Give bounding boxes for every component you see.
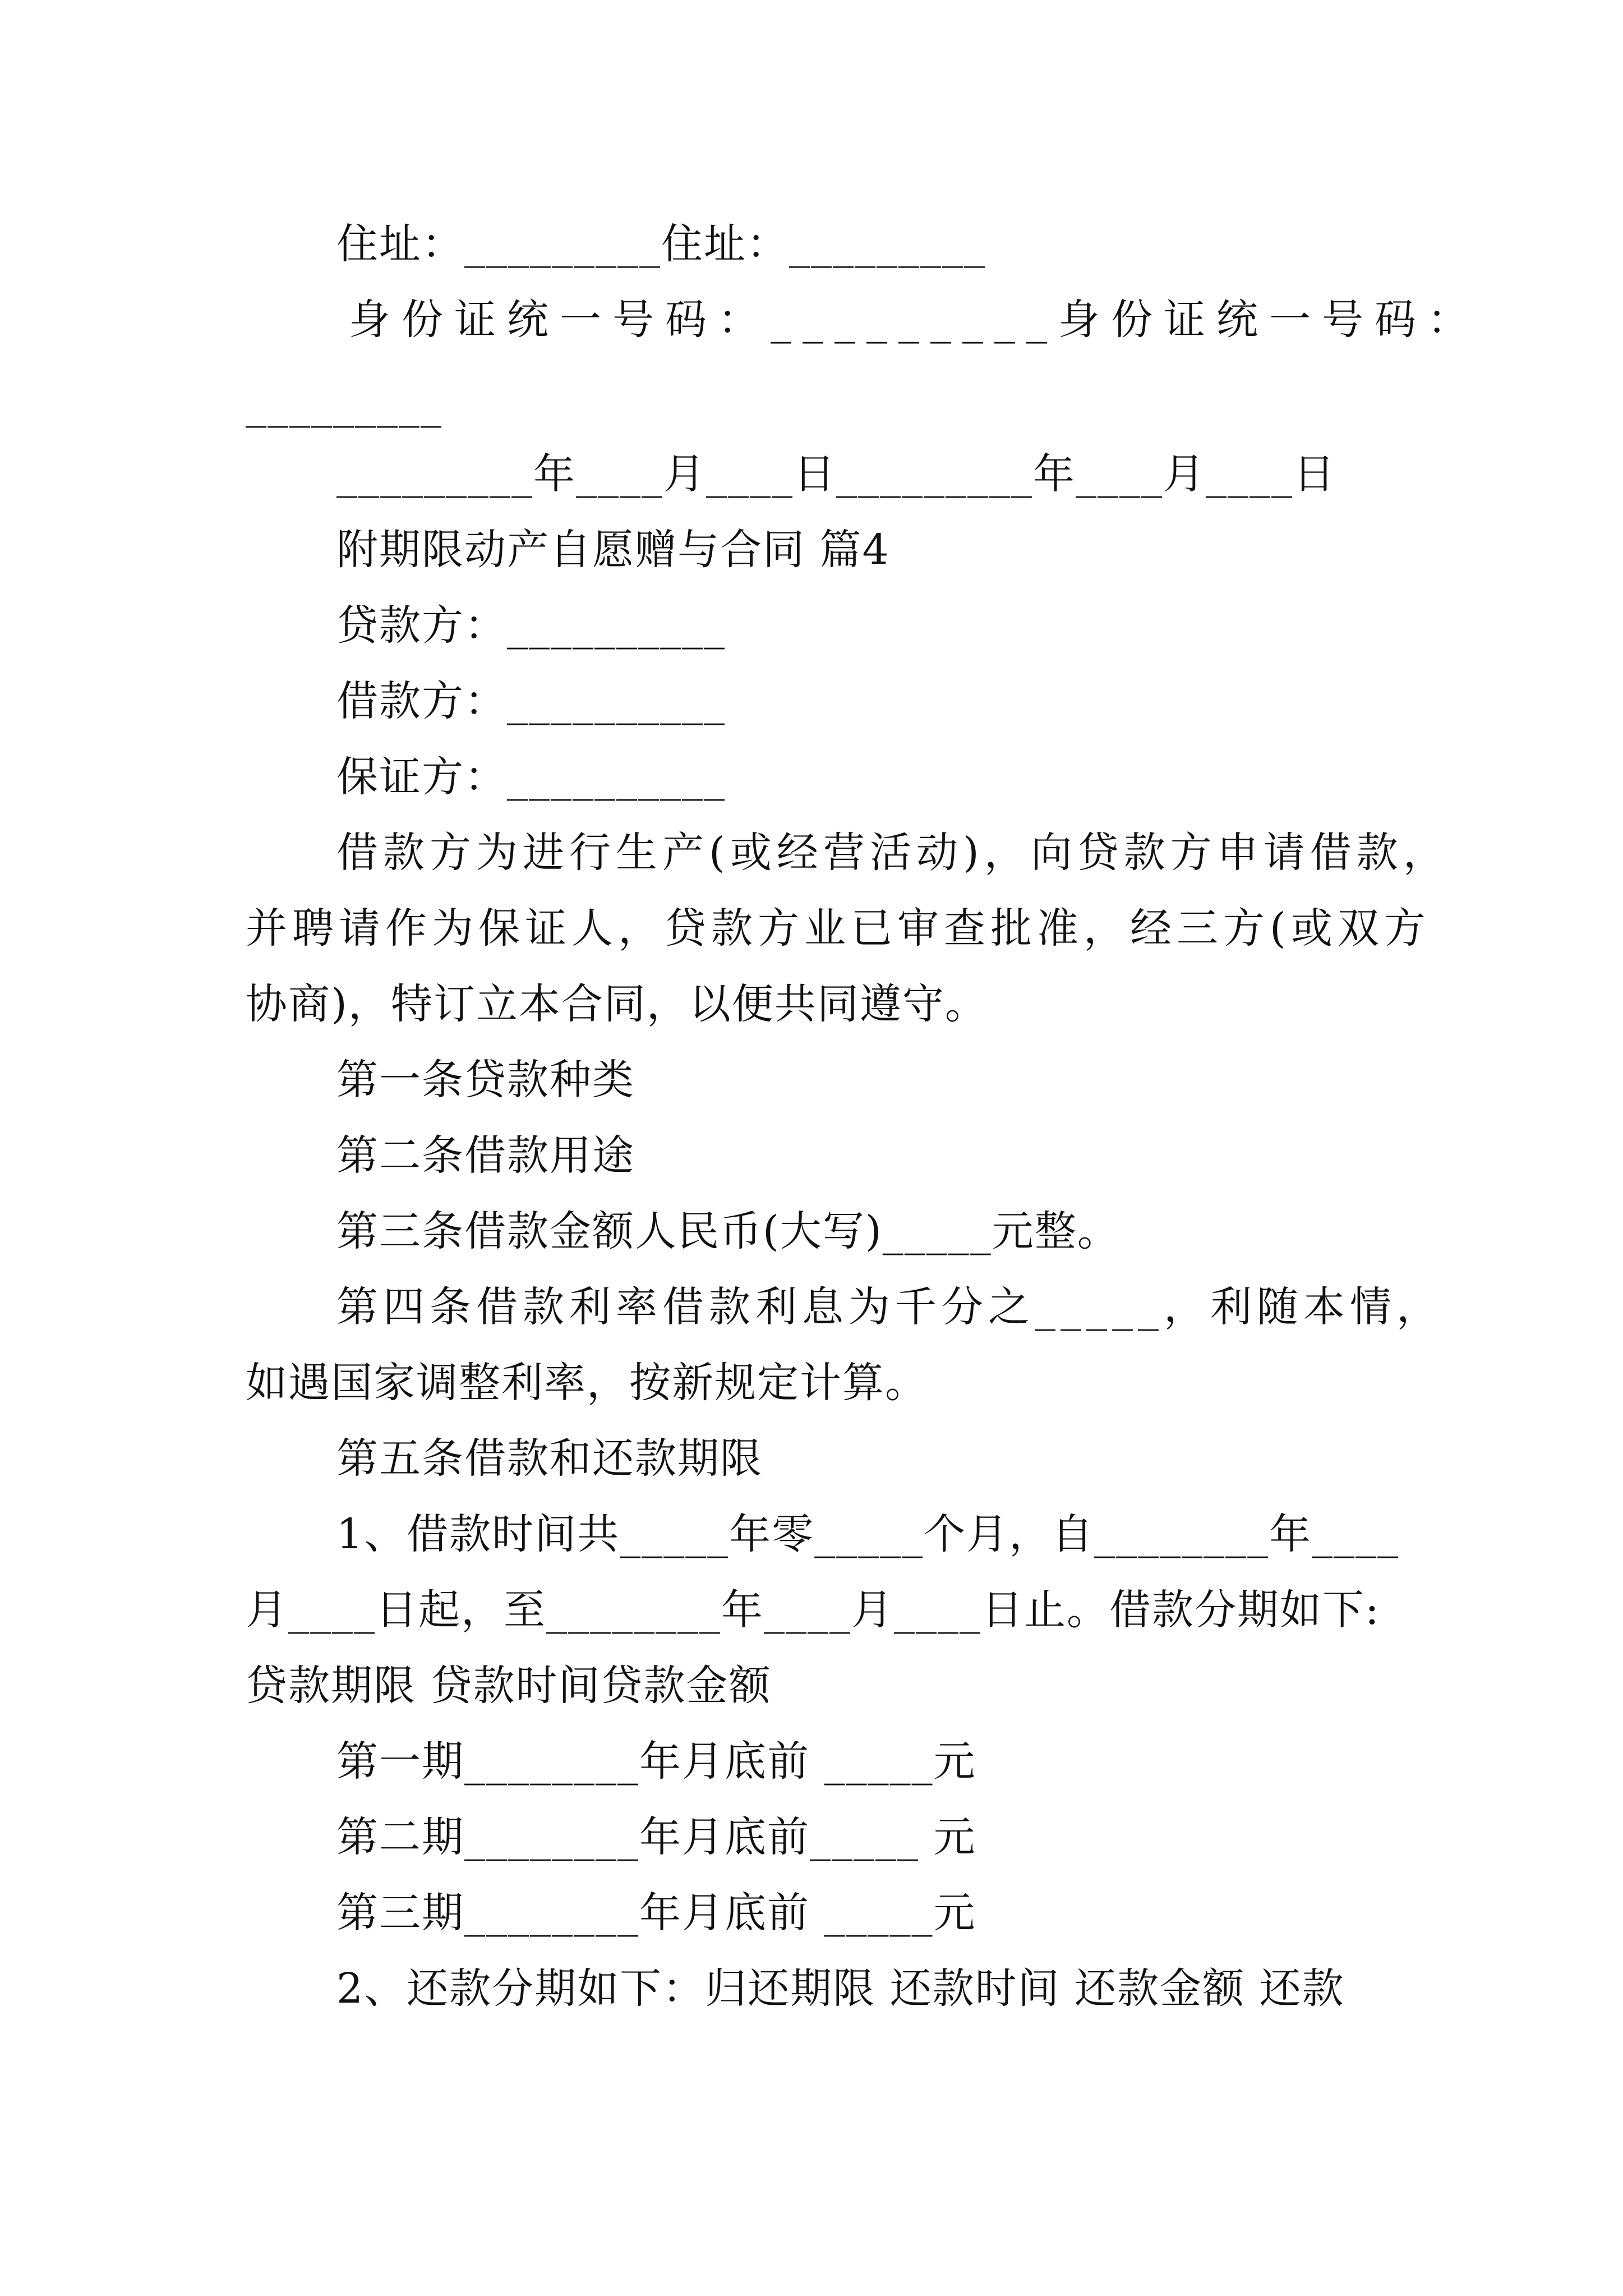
paragraph-line: 借款方为进行生产(或经营活动)，向贷款方申请借款， (336, 829, 1450, 877)
borrower-line: 借款方：__________ (336, 677, 726, 725)
paragraph-line: 并聘请作为保证人，贷款方业已审查批准，经三方(或双方 (246, 904, 1431, 953)
guarantor-line: 保证方：__________ (336, 753, 726, 801)
article-heading: 第一条贷款种类 (336, 1056, 635, 1104)
lender-line: 贷款方：__________ (336, 601, 726, 650)
paragraph-line: 协商)，特订立本合同，以便共同遵守。 (246, 980, 988, 1028)
article-line: 如遇国家调整利率，按新规定计算。 (246, 1359, 928, 1407)
installment-line: 第二期________年月底前_____ 元 (336, 1813, 976, 1861)
article-line: 第三条借款金额人民币(大写)_____元整。 (336, 1207, 1120, 1255)
address-line: 住址：_________住址：_________ (336, 220, 986, 268)
term-line: 月____日起，至________年____月____日止。借款分期如下: (246, 1586, 1380, 1634)
article-heading: 第五条借款和还款期限 (336, 1434, 763, 1483)
installment-line: 第一期________年月底前 _____元 (336, 1737, 976, 1786)
article-heading: 第二条借款用途 (336, 1131, 635, 1180)
section-heading: 附期限动产自愿赠与合同 篇4 (336, 526, 890, 574)
table-header-line: 贷款期限 贷款时间贷款金额 (246, 1662, 772, 1710)
id-number-line: 身份证统一号码：_________身份证统一号码： (349, 296, 1480, 344)
article-line: 第四条借款利率借款利息为千分之_____，利随本情， (336, 1283, 1443, 1331)
installment-line: 第三期________年月底前 _____元 (336, 1889, 976, 1937)
signature-date-line: _________年____月____日_________年____月____日 (336, 450, 1336, 498)
repayment-line: 2、还款分期如下：归还期限 还款时间 还款金额 还款 (336, 1964, 1345, 2013)
id-number-blank-line: _________ (246, 380, 442, 428)
term-line: 1、借款时间共_____年零_____个月，自________年____ (336, 1510, 1400, 1558)
